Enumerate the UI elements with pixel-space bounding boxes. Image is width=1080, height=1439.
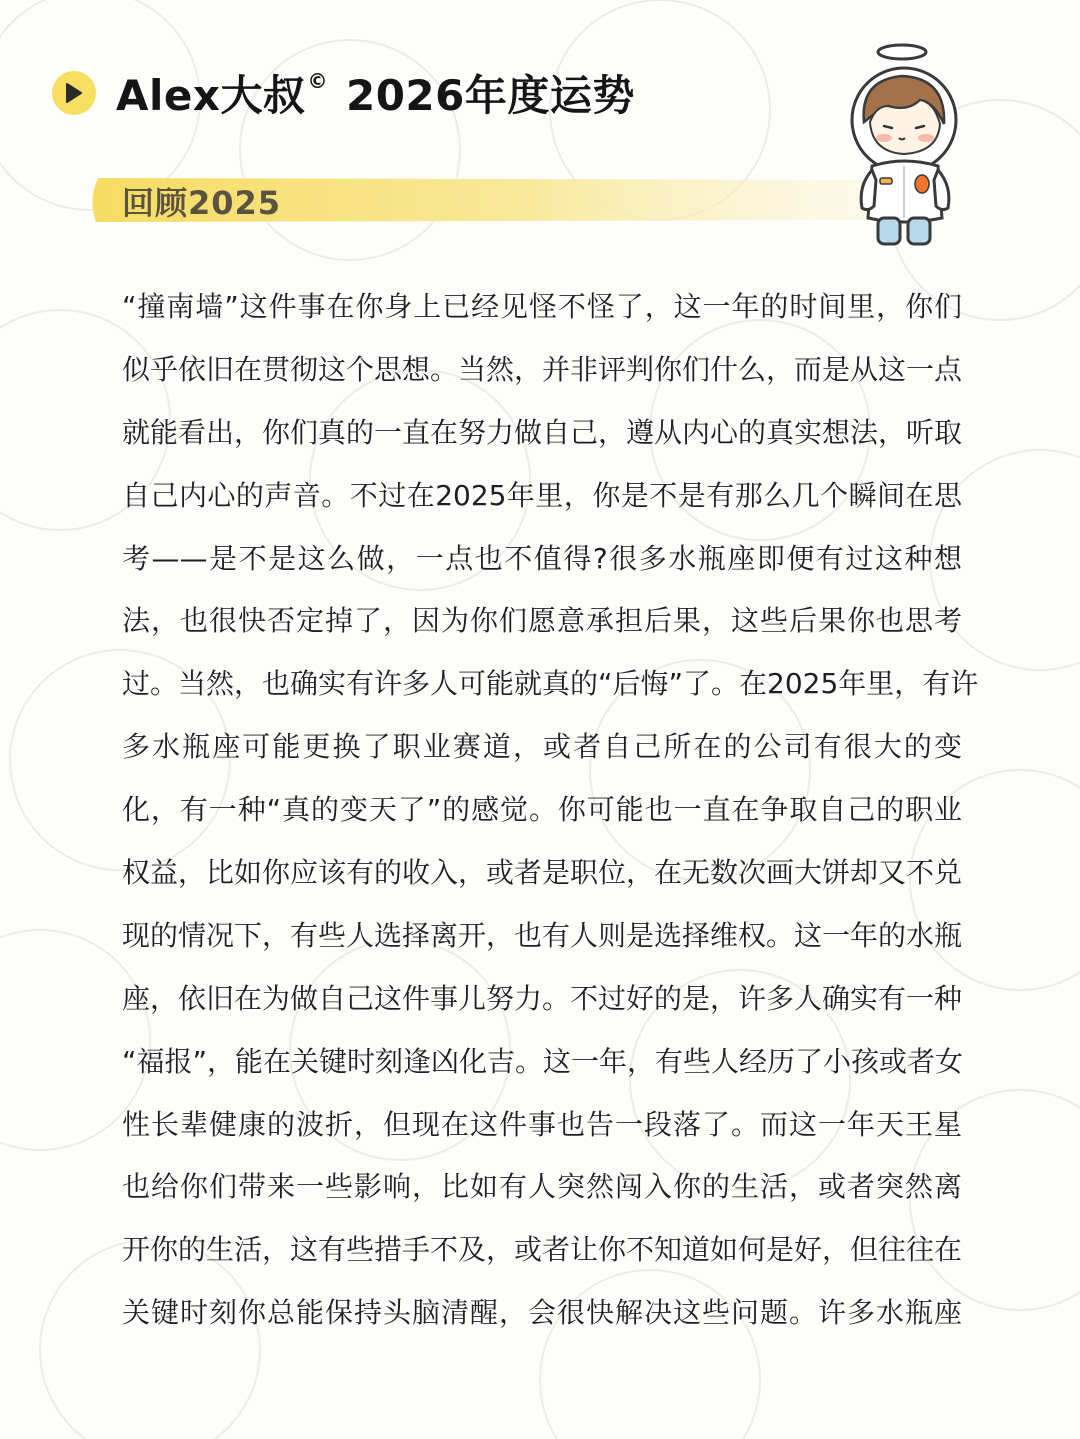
copyright-mark: © (307, 69, 328, 93)
section-title: 回顾2025 (122, 184, 282, 222)
body-line: 考——是不是这么做，一点也不值得?很多水瓶座即便有过这种想 (122, 541, 962, 575)
body-line: 多水瓶座可能更换了职业赛道，或者自己所在的公司有很大的变 (122, 730, 962, 764)
title-brand: Alex大叔 (116, 71, 306, 120)
article-body (122, 276, 979, 1345)
body-line: 法，也很快否定掉了，因为你们愿意承担后果，这些后果你也思考 (122, 604, 962, 638)
body-line: 现的情况下，有些人选择离开，也有人则是选择维权。这一年的水瓶 (122, 918, 963, 952)
page-header (52, 58, 635, 128)
play-icon (52, 71, 96, 115)
body-line: 关键时刻你总能保持头脑清醒，会很快解决这些问题。许多水瓶座 (122, 1296, 962, 1330)
body-line: 就能看出，你们真的一直在努力做自己，遵从内心的真实想法，听取 (122, 415, 963, 449)
astronaut-mascot-icon (846, 40, 962, 250)
body-line: 化，有一种“真的变天了”的感觉。你可能也一直在争取自己的职业 (122, 793, 962, 827)
page-title (116, 63, 635, 123)
body-line: 似乎依旧在贯彻这个思想。当然，并非评判你们什么，而是从这一点 (122, 352, 963, 386)
body-line: 开你的生活，这有些措手不及，或者让你不知道如何是好，但往往在 (122, 1233, 963, 1267)
body-line: 过。当然，也确实有许多人可能就真的“后悔”了。在2025年里，有许 (122, 667, 979, 701)
body-line: 也给你们带来一些影响，比如有人突然闯入你的生活，或者突然离 (122, 1170, 962, 1204)
title-suffix: 2026年度运势 (345, 71, 635, 120)
body-line: 自己内心的声音。不过在2025年里，你是不是有那么几个瞬间在思 (122, 478, 962, 512)
body-line: “福报”，能在关键时刻逢凶化吉。这一年，有些人经历了小孩或者女 (122, 1044, 964, 1078)
body-line: 座，依旧在为做自己这件事儿努力。不过好的是，许多人确实有一种 (122, 981, 963, 1015)
body-line: 性长辈健康的波折，但现在这件事也告一段落了。而这一年天王星 (122, 1107, 962, 1141)
body-line: 权益，比如你应该有的收入，或者是职位，在无数次画大饼却又不兑 (122, 856, 963, 890)
body-line: “撞南墙”这件事在你身上已经见怪不怪了，这一年的时间里，你们 (122, 290, 962, 323)
